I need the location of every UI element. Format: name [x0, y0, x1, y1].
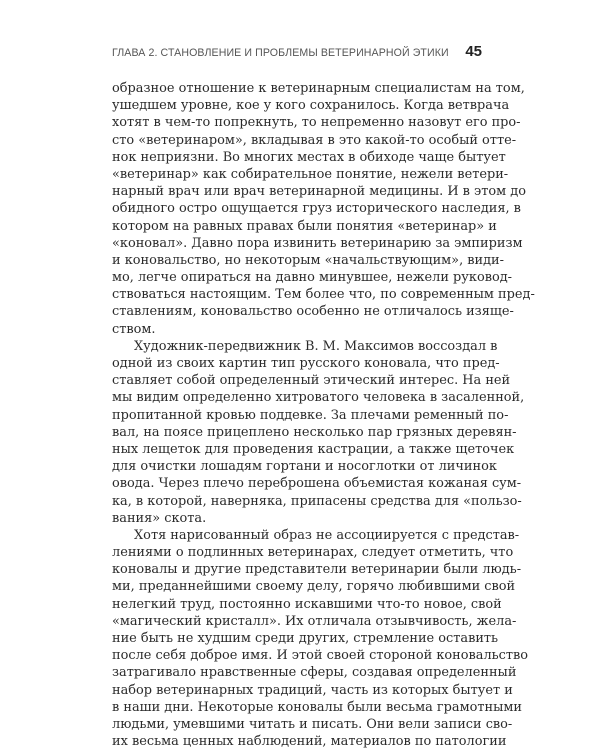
text-line: набор ветеринарных традиций, часть из которых бытует и [112, 682, 513, 698]
text-line: мы видим определенно хитроватого человека в засаленной, [112, 390, 525, 406]
text-line: хотят в чем-то попрекнуть, то непременно назовут его про- [112, 115, 521, 131]
text-line: людьми, умевшими читать и писать. Они вели записи сво- [112, 716, 513, 732]
paragraph [112, 338, 525, 527]
text-line: «коновал». Давно пора извинить ветеринарию за эмпиризм [112, 235, 523, 251]
text-line: вания» скота. [112, 510, 207, 526]
text-line: ние быть не худшим среди других, стремление оставить [112, 631, 499, 646]
text-line: ством. [112, 321, 156, 337]
text-line: затрагивало нравственные сферы, создавая определенный [112, 665, 517, 681]
page-body [112, 80, 535, 750]
text-line: обидного остро ощущается груз исторического наследия, в [112, 201, 521, 217]
text-line: Художник-передвижник В. М. Максимов воссоздал в [134, 338, 498, 354]
text-line: вал, на поясе прицеплено несколько пар грязных деревян- [112, 424, 517, 440]
text-line: коновалы и другие представители ветеринарии были людь- [112, 562, 522, 578]
text-line: овода. Через плечо переброшена объемистая кожаная сум- [112, 476, 522, 492]
text-line: ствоваться настоящим. Тем более что, по современным пред- [112, 287, 535, 303]
text-line: ка, в которой, наверняка, припасены средства для «пользо- [112, 493, 522, 509]
text-line: сто «ветеринаром», вкладывая в это какой-то особый отте- [112, 132, 517, 148]
text-line: после себя доброе имя. И этой своей стороной коновальство [112, 648, 529, 664]
text-line: котором на равных правах были понятия «ветеринар» и [112, 218, 497, 234]
text-line: Хотя нарисованный образ не ассоциируется с представ- [134, 527, 520, 543]
text-line: лениями о подлинных ветеринарах, следует отметить, что [112, 545, 514, 561]
text-line: образное отношение к ветеринарным специалистам на том, [112, 81, 525, 96]
text-line: одной из своих картин тип русского коновала, что пред- [112, 356, 500, 371]
text-line: ушедшем уровне, кое у кого сохранилось. Когда ветврача [112, 98, 510, 114]
paragraph [112, 527, 529, 750]
paragraph [112, 80, 535, 338]
text-line: для очистки лошадям гортани и носоглотки от личинок [112, 459, 497, 475]
text-line: и коновальство, но некоторым «начальствующим», види- [112, 252, 504, 268]
text-line: их весьма ценных наблюдений, материалов по патологии [112, 734, 507, 750]
text-line: мо, легче опираться на давно минувшее, нежели руковод- [112, 270, 513, 286]
chapter-title: ГЛАВА 2. СТАНОВЛЕНИЕ И ПРОБЛЕМЫ ВЕТЕРИНАРНОЙ ЭТИКИ [112, 47, 449, 59]
text-line: ставлениям, коновальство особенно не отличалось изяще- [112, 304, 514, 320]
text-line: ных лещеток для проведения кастрации, а также щеточек [112, 441, 515, 457]
text-line: нарный врач или врач ветеринарной медицины. И в этом до [112, 184, 526, 200]
text-line: «ветеринар» как собирательное понятие, нежели ветери- [112, 166, 509, 182]
text-line: в наши дни. Некоторые коновалы были весьма грамотными [112, 699, 523, 715]
text-line: пропитанной кровью поддевке. За плечами ременный по- [112, 407, 509, 423]
running-header [112, 43, 482, 63]
text-line: нок неприязни. Во многих местах в обиходе чаще бытует [112, 149, 506, 165]
text-line: «магический кристалл». Их отличала отзывчивость, жела- [112, 613, 517, 629]
page-number: 45 [465, 43, 482, 60]
text-line: ставляет собой определенный этический интерес. На ней [112, 373, 511, 389]
text-line: нелегкий труд, постоянно искавшими что-то новое, свой [112, 596, 502, 612]
text-line: ми, преданнейшими своему делу, горячо любившими свой [112, 579, 516, 595]
